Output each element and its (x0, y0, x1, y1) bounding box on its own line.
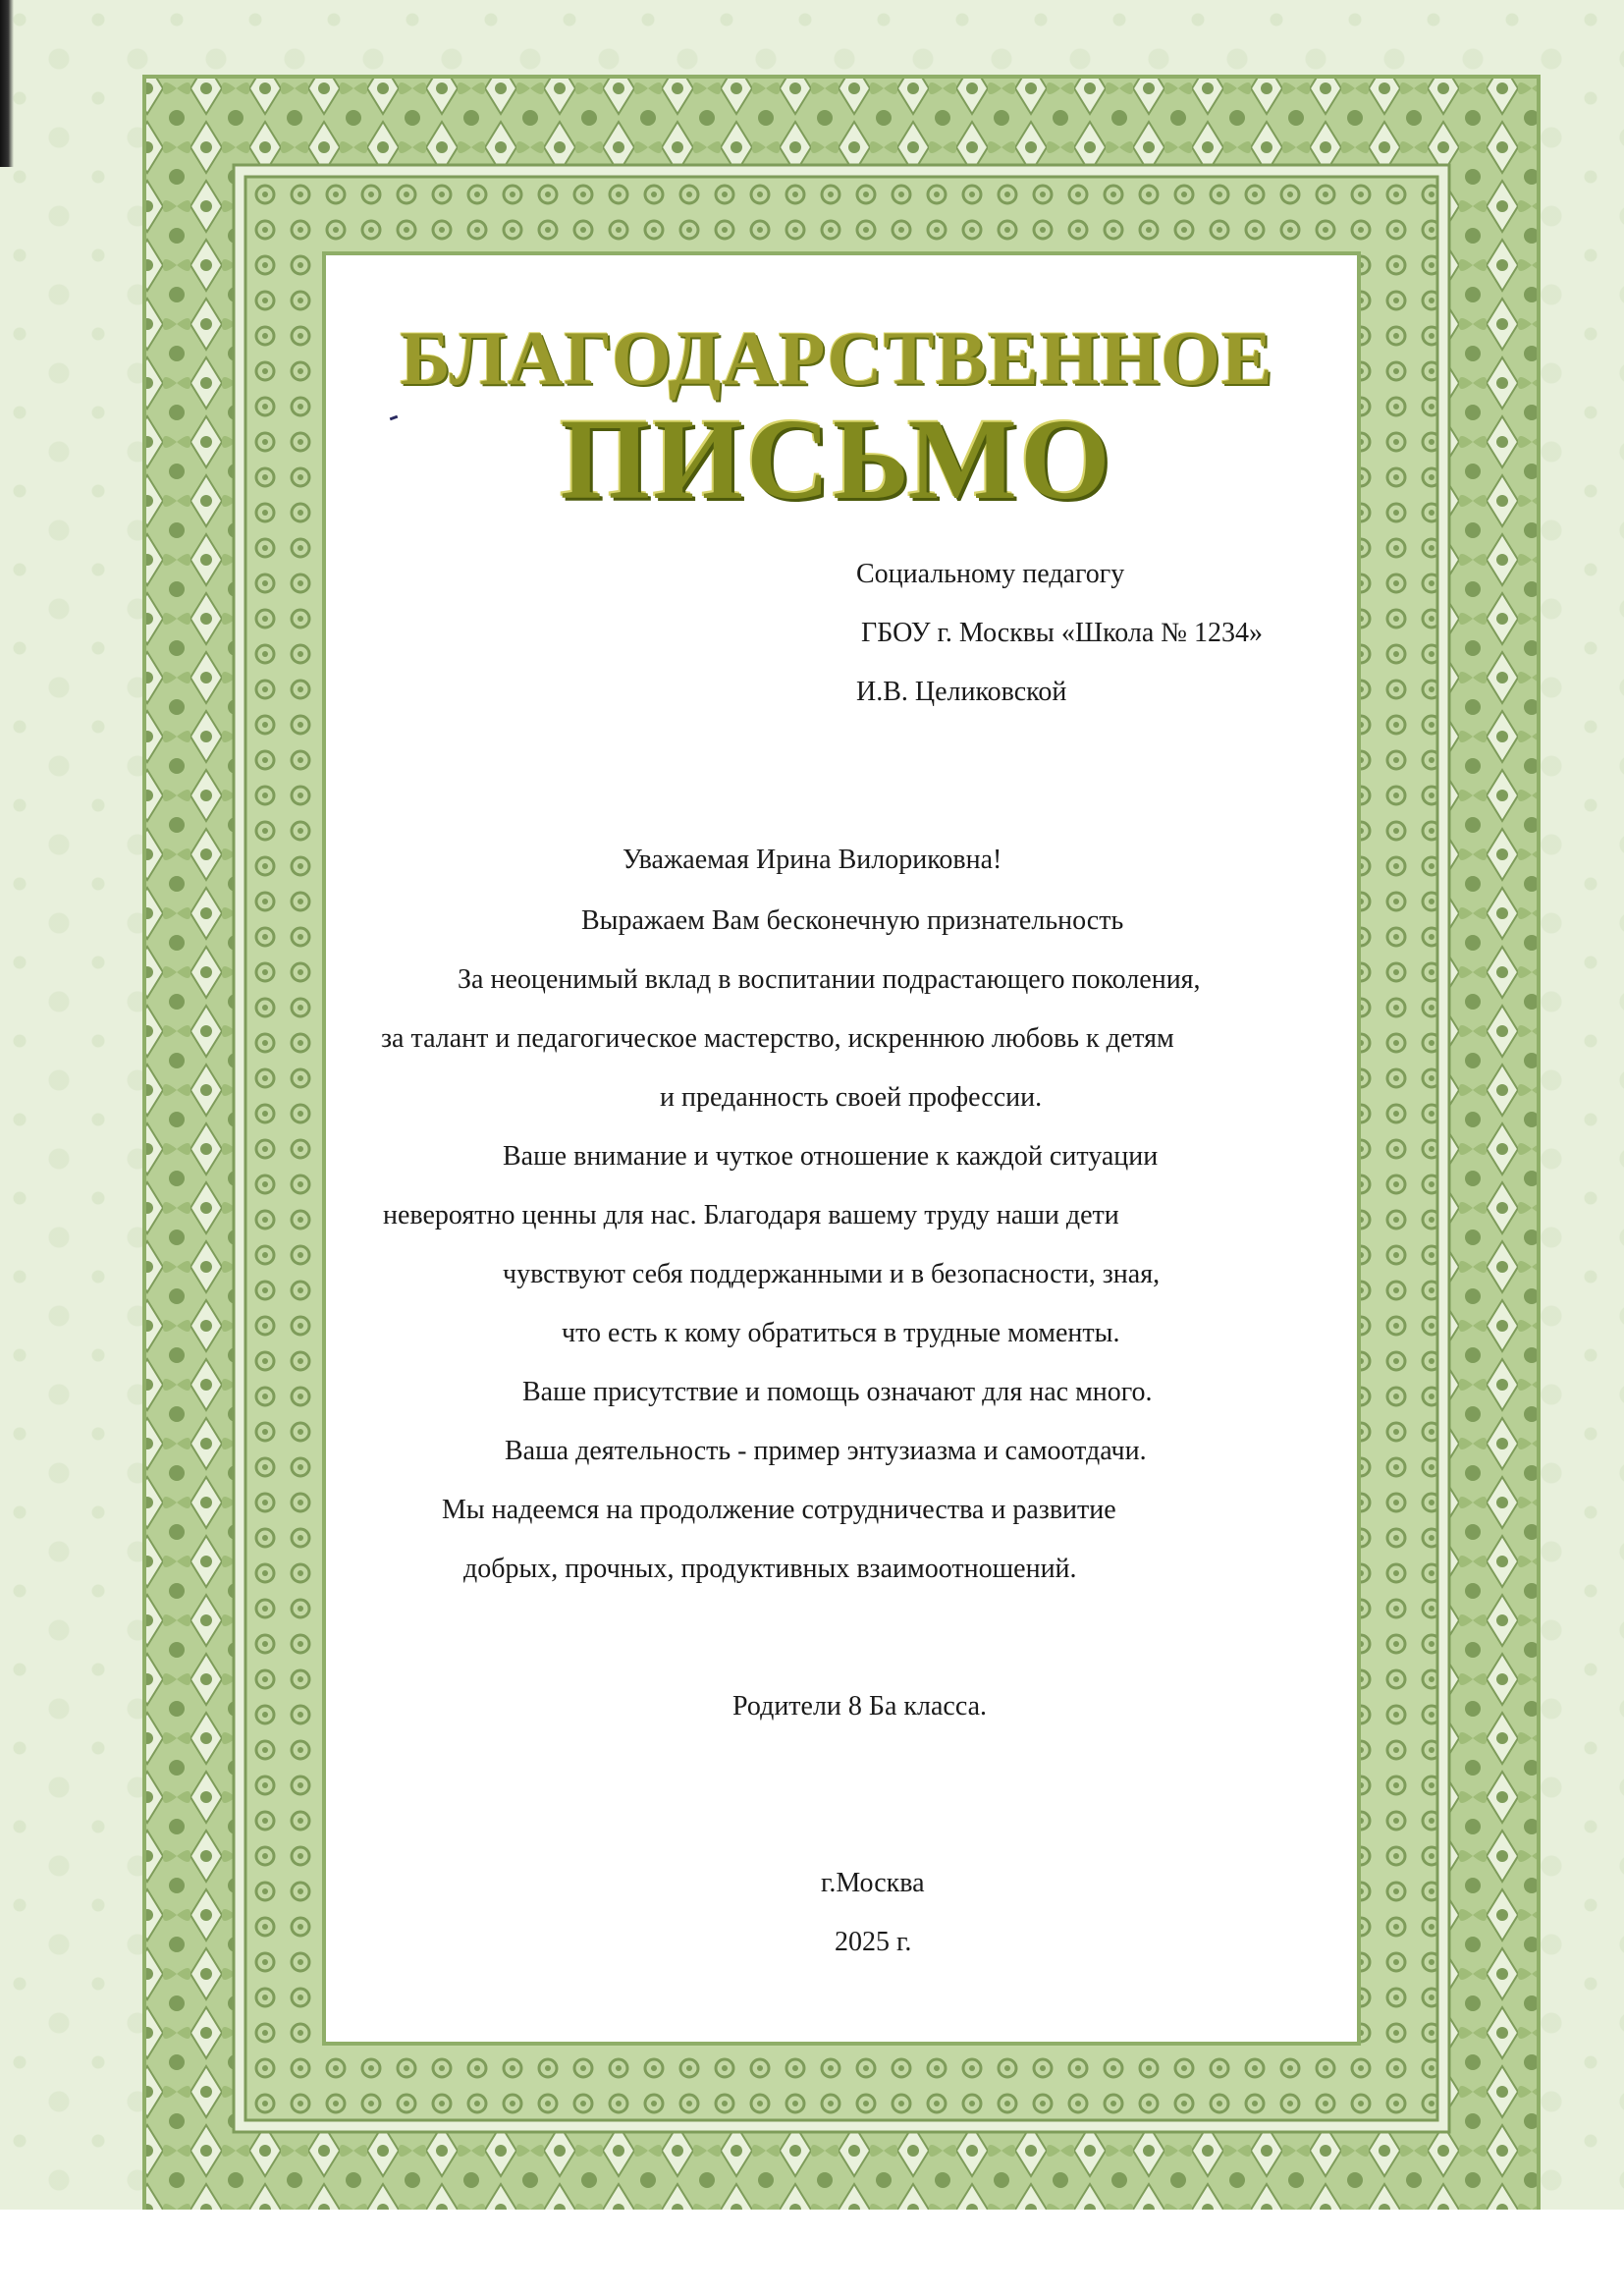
body-line: Мы надеемся на продолжение сотрудничества и развитие (442, 1495, 1116, 1525)
body-line: и преданность своей профессии. (660, 1082, 1043, 1113)
addressee-school: ГБОУ г. Москвы «Школа № 1234» (861, 618, 1264, 648)
title-line-2: ПИСЬМО (560, 395, 1113, 523)
signature: Родители 8 Ба класса. (732, 1691, 988, 1722)
body-line: Выражаем Вам бесконечную признательность (581, 905, 1124, 936)
body-line: добрых, прочных, продуктивных взаимоотношений. (463, 1554, 1077, 1584)
letter-content (346, 265, 1327, 1994)
addressee-name: И.В. Целиковской (856, 677, 1067, 707)
body-line: Ваша деятельность - пример энтузиазма и самоотдачи. (505, 1436, 1147, 1466)
body-line: чувствуют себя поддержанными и в безопасности, зная, (503, 1259, 1161, 1289)
greeting: Уважаемая Ирина Вилориковна! (623, 845, 1002, 875)
body-line: За неоценимый вклад в воспитании подрастающего поколения, (458, 964, 1201, 995)
title-line-1: БЛАГОДАРСТВЕННОЕ (400, 315, 1273, 401)
scan-bottom-margin (0, 2210, 1624, 2296)
body-line: что есть к кому обратиться в трудные моменты. (562, 1318, 1120, 1348)
year: 2025 г. (835, 1927, 912, 1957)
body-line: за талант и педагогическое мастерство, искреннюю любовь к детям (381, 1023, 1174, 1054)
body-line: Ваше внимание и чуткое отношение к каждой ситуации (503, 1141, 1159, 1172)
body-line: Ваше присутствие и помощь означают для нас много. (522, 1377, 1153, 1407)
body-line: невероятно ценны для нас. Благодаря вашему труду наши дети (383, 1200, 1119, 1230)
city: г.Москва (821, 1868, 925, 1898)
addressee-position: Социальному педагогу (856, 559, 1125, 589)
addressee-block (856, 545, 1327, 722)
